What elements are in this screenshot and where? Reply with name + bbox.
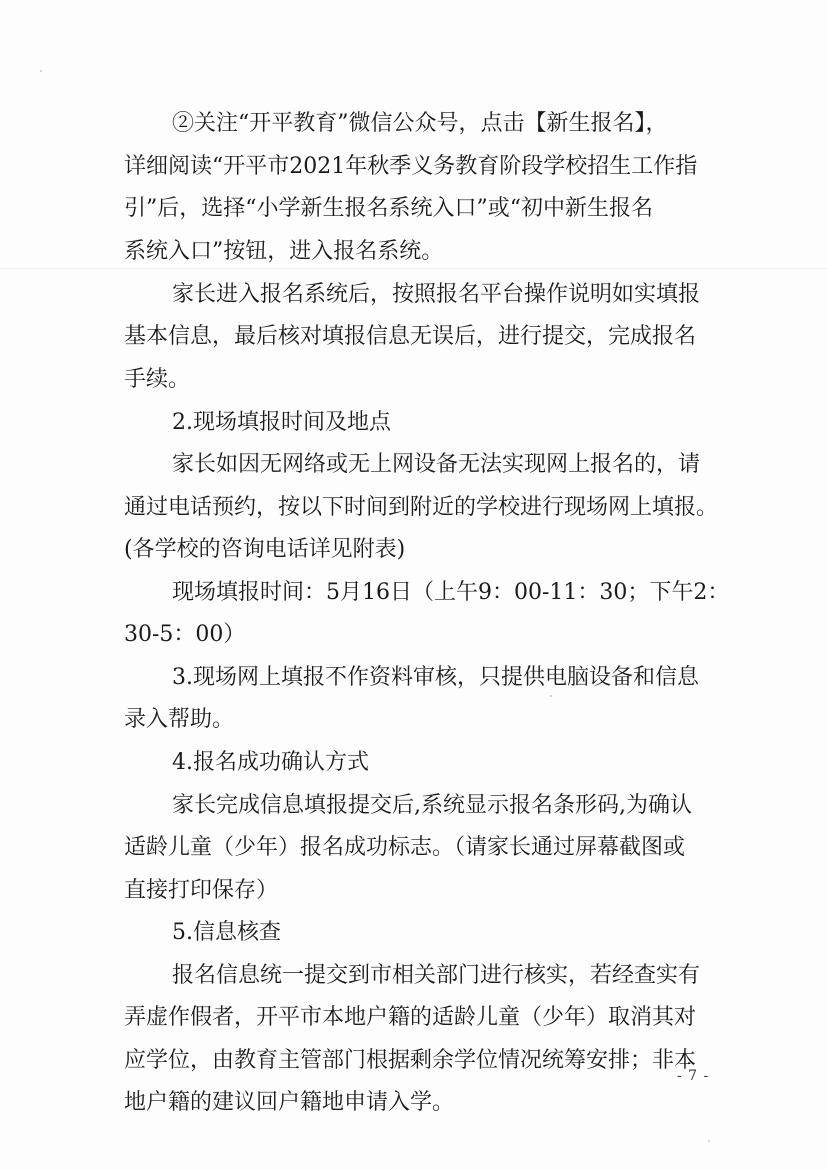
paragraph-line: 系统入口”按钮，进入报名系统。 [124,239,444,264]
paragraph-line: 录入帮助。 [124,707,235,732]
paragraph-line: 现场填报时间：5月16日（上午9：00-11：30；下午2： [172,580,730,605]
scan-speck [708,1140,710,1142]
scan-speck [550,695,552,697]
paragraph-line: 地户籍的建议回户籍地申请入学。 [124,1090,455,1115]
paragraph-line: 家长进入报名系统后，按照报名平台操作说明如实填报 [172,282,701,307]
paragraph-line: 30-5：00） [124,622,246,647]
paragraph-line: 通过电话预约，按以下时间到附近的学校进行现场网上填报。 [124,495,719,520]
scan-artifact-line [0,268,827,269]
paragraph-line: (各学校的咨询电话详见附表) [124,537,406,562]
paragraph-line: 手续。 [124,367,191,392]
paragraph-line: 报名信息统一提交到市相关部门进行核实，若经查实有 [172,963,701,988]
scan-speck [40,70,42,72]
page-number: - 7 - [677,1068,710,1084]
paragraph-line: 弄虚作假者，开平市本地户籍的适龄儿童（少年）取消其对 [124,1005,697,1030]
section-heading: 2.现场填报时间及地点 [172,410,391,435]
paragraph-line: 详细阅读“开平市2021年秋季义务教育阶段学校招生工作指 [124,154,698,179]
paragraph-line: 基本信息，最后核对填报信息无误后，进行提交，完成报名 [124,324,697,349]
paragraph-line: 3.现场网上填报不作资料审核，只提供电脑设备和信息 [172,665,699,690]
paragraph-line: 应学位，由教育主管部门根据剩余学位情况统筹安排；非本 [124,1048,697,1073]
section-heading: 4.报名成功确认方式 [172,750,369,775]
paragraph-line: 家长完成信息填报提交后,系统显示报名条形码,为确认 [172,793,692,818]
paragraph-line: 引”后，选择“小学新生报名系统入口”或“初中新生报名 [124,196,653,221]
paragraph-line: 家长如因无网络或无上网设备无法实现网上报名的，请 [172,452,701,477]
paragraph-line: 直接打印保存） [124,878,279,903]
section-heading: 5.信息核查 [172,920,281,945]
paragraph-line: 适龄儿童（少年）报名成功标志。（请家长通过屏幕截图或 [124,835,686,860]
paragraph-line: ②关注“开平教育”微信公众号，点击【新生报名】， [172,111,668,136]
